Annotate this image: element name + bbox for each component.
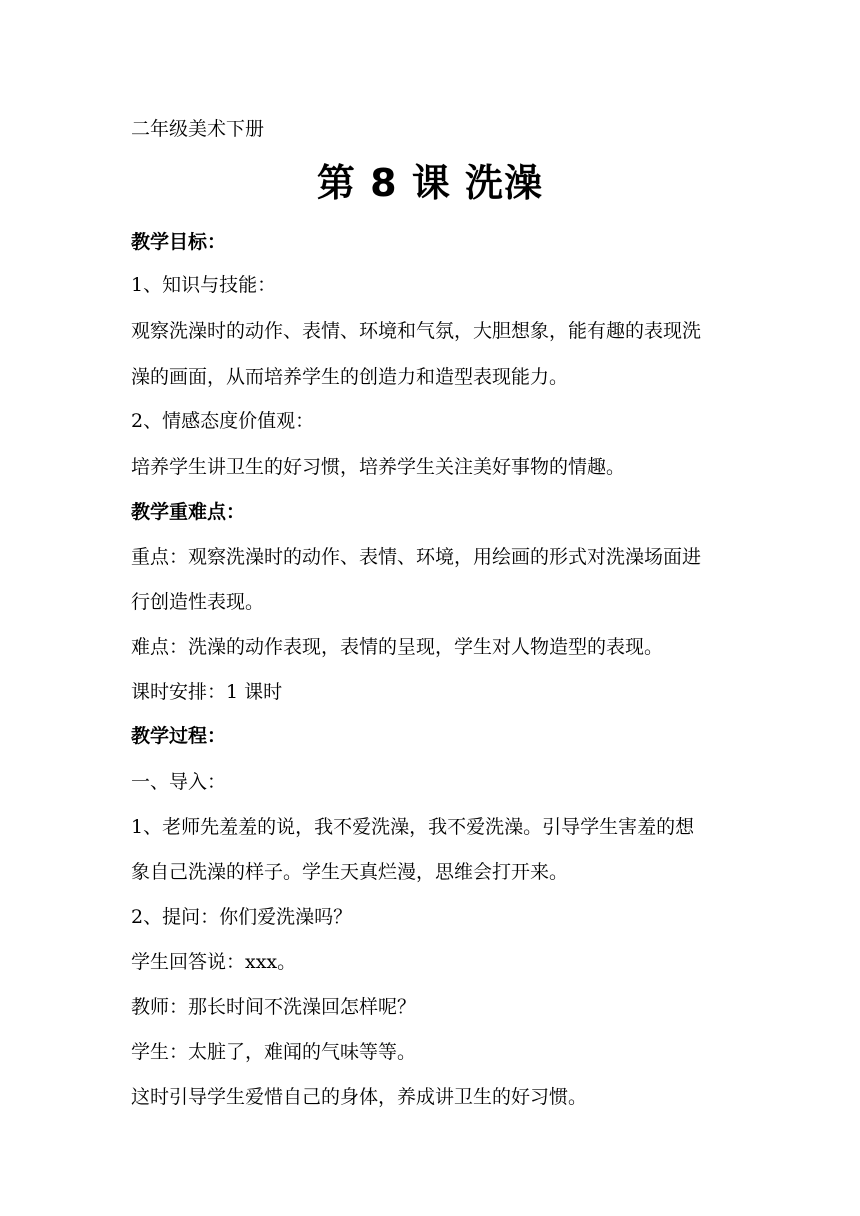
intro-1-line-1: 1、老师先羞羞的说，我不爱洗澡，我不爱洗澡。引导学生害羞的想	[131, 816, 695, 838]
objective-2-line-1: 培养学生讲卫生的好习惯，培养学生关注美好事物的情趣。	[131, 456, 626, 478]
intro-2: 2、提问：你们爱洗澡吗？	[131, 906, 353, 928]
schedule-line: 课时安排：1 课时	[131, 681, 283, 703]
grade-label: 二年级美术下册	[131, 118, 265, 140]
objectives-heading: 教学目标：	[131, 231, 227, 253]
lesson-title: 第 8 课 洗澡	[316, 161, 544, 205]
process-heading: 教学过程：	[131, 725, 227, 747]
objective-1-line-2: 澡的画面，从而培养学生的创造力和造型表现能力。	[131, 366, 569, 388]
objective-2-heading: 2、情感态度价值观：	[131, 410, 315, 432]
difficulty-line: 难点：洗澡的动作表现，表情的呈现，学生对人物造型的表现。	[131, 636, 664, 658]
objective-1-line-1: 观察洗澡时的动作、表情、环境和气氛，大胆想象，能有趣的表现洗	[131, 320, 702, 342]
teacher-question: 教师：那长时间不洗澡回怎样呢？	[131, 996, 417, 1018]
intro-heading: 一、导入：	[131, 771, 227, 793]
key-points-heading: 教学重难点：	[131, 501, 246, 523]
objective-1-heading: 1、知识与技能：	[131, 274, 277, 296]
guidance-line: 这时引导学生爱惜自己的身体，养成讲卫生的好习惯。	[131, 1086, 588, 1108]
intro-1-line-2: 象自己洗澡的样子。学生天真烂漫，思维会打开来。	[131, 861, 569, 883]
key-point-line-2: 行创造性表现。	[131, 591, 265, 613]
student-reply: 学生：太脏了，难闻的气味等等。	[131, 1041, 417, 1063]
student-answer: 学生回答说：xxx。	[131, 951, 297, 973]
key-point-line-1: 重点：观察洗澡时的动作、表情、环境，用绘画的形式对洗澡场面进	[131, 546, 702, 568]
